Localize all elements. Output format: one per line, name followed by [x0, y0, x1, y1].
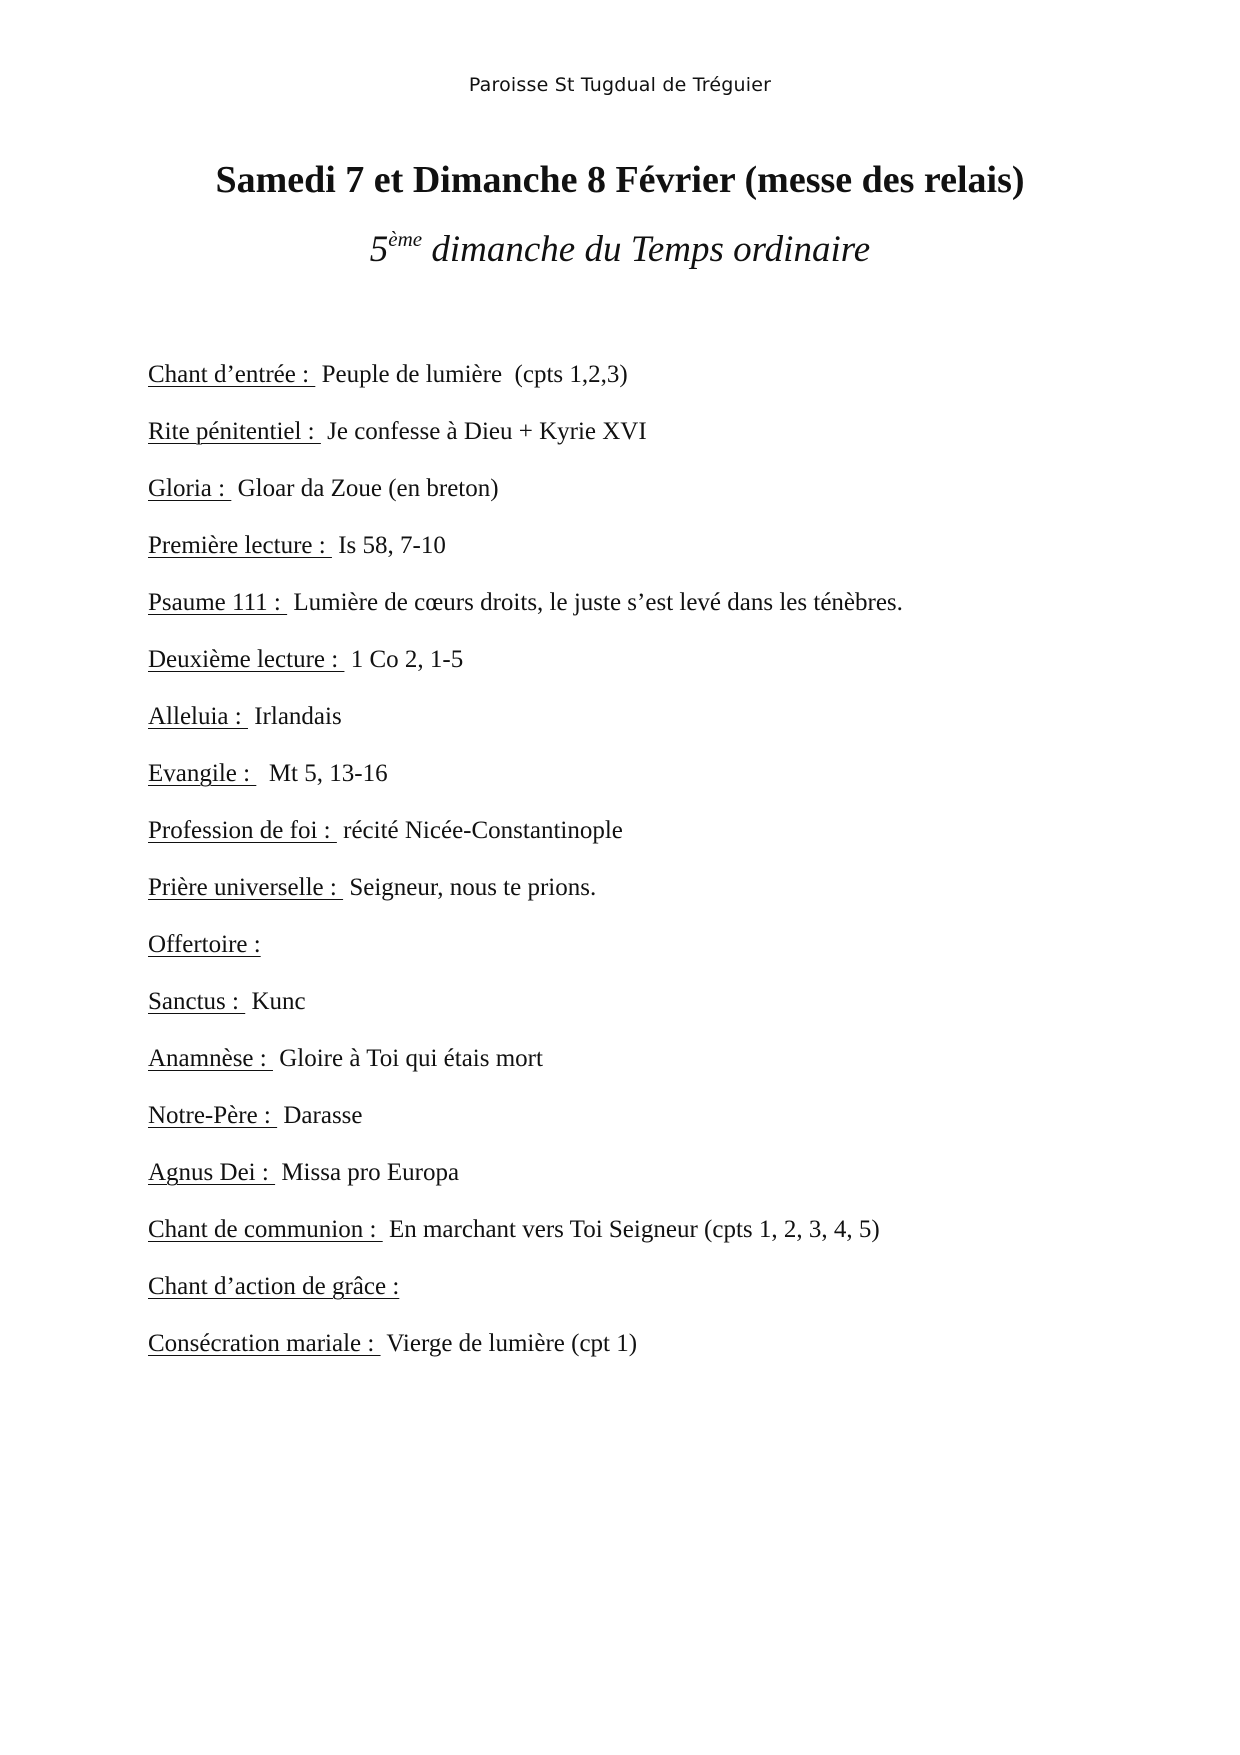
program-item-label: Rite pénitentiel : [148, 418, 321, 445]
program-item-label: Offertoire : [148, 931, 261, 958]
program-item-label: Consécration mariale : [148, 1330, 381, 1357]
program-item-label: Notre-Père : [148, 1102, 278, 1129]
program-item [148, 588, 1148, 645]
page-subtitle [0, 228, 1240, 271]
program-item-value: Is 58, 7-10 [331, 532, 446, 559]
program-item-label: Chant d’action de grâce : [148, 1273, 400, 1300]
program-item [148, 645, 1148, 702]
program-item [148, 816, 1148, 873]
program-item [148, 360, 1148, 417]
program-item-label: Chant d’entrée : [148, 361, 316, 388]
program-item-label: Première lecture : [148, 532, 332, 559]
program-item-value: récité Nicée-Constantinople [336, 817, 623, 844]
program-item-label: Anamnèse : [148, 1045, 273, 1072]
program-item-label: Gloria : [148, 475, 232, 502]
program-item [148, 474, 1148, 531]
parish-header: Paroisse St Tugdual de Tréguier [468, 74, 772, 96]
subtitle-superscript: ème [388, 227, 423, 251]
title-text: Samedi 7 et Dimanche 8 Février (messe des relais) [215, 159, 1025, 201]
program-item-label: Chant de communion : [148, 1216, 383, 1243]
program-item-value: En marchant vers Toi Seigneur (cpts 1, 2, 3, 4, 5) [382, 1216, 880, 1243]
liturgy-program-list [148, 360, 1148, 1386]
program-item [148, 759, 1148, 816]
program-item [148, 1272, 1148, 1329]
program-item [148, 873, 1148, 930]
program-item [148, 417, 1148, 474]
program-item-value: Kunc [245, 988, 306, 1015]
program-item-value: Gloire à Toi qui étais mort [272, 1045, 543, 1072]
program-item-value: Mt 5, 13-16 [256, 760, 388, 787]
program-item-label: Deuxième lecture : [148, 646, 345, 673]
program-item-value: Je confesse à Dieu + Kyrie XVI [320, 418, 647, 445]
page-title [0, 158, 1240, 202]
program-item-label: Psaume 111 : [148, 589, 288, 616]
program-item [148, 1158, 1148, 1215]
program-item-value: Lumière de cœurs droits, le juste s’est levé dans les ténèbres. [287, 589, 903, 616]
program-item [148, 1329, 1148, 1386]
program-item-value: 1 Co 2, 1-5 [344, 646, 464, 673]
program-item [148, 1101, 1148, 1158]
program-item-value: Vierge de lumière (cpt 1) [380, 1330, 638, 1357]
program-item-label: Profession de foi : [148, 817, 337, 844]
program-item [148, 531, 1148, 588]
subtitle-text: dimanche du Temps ordinaire [422, 229, 871, 270]
program-item [148, 930, 1148, 987]
program-item-value: Peuple de lumière (cpts 1,2,3) [315, 361, 628, 388]
program-item-label: Alleluia : [148, 703, 248, 730]
program-item [148, 702, 1148, 759]
program-item [148, 987, 1148, 1044]
program-item-value: Seigneur, nous te prions. [343, 874, 597, 901]
program-item-value: Gloar da Zoue (en breton) [231, 475, 499, 502]
program-item-label: Sanctus : [148, 988, 246, 1015]
program-item-label: Prière universelle : [148, 874, 344, 901]
program-item-value: Irlandais [247, 703, 342, 730]
program-item-value: Darasse [277, 1102, 363, 1129]
program-item-label: Evangile : [148, 760, 257, 787]
program-item [148, 1044, 1148, 1101]
program-item [148, 1215, 1148, 1272]
subtitle-number: 5 [369, 229, 389, 270]
program-item-value: Missa pro Europa [275, 1159, 460, 1186]
program-item-label: Agnus Dei : [148, 1159, 276, 1186]
